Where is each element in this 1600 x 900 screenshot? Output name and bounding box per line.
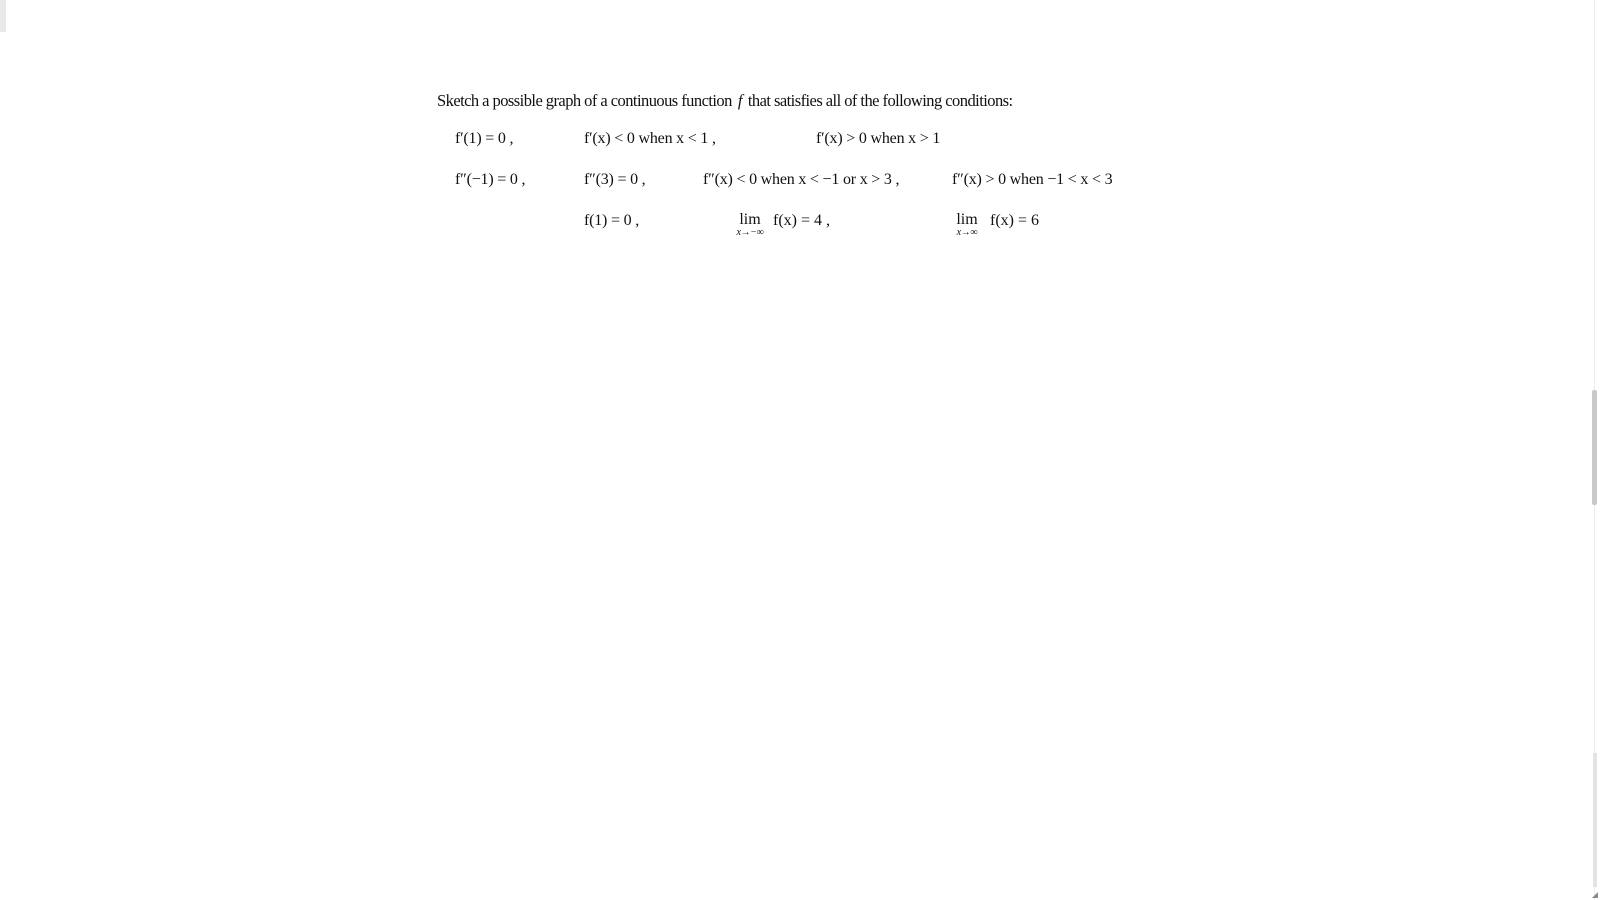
vertical-scrollbar[interactable] — [1590, 0, 1600, 900]
condition-first-derivative-at-1: f′(1) = 0 , — [455, 130, 514, 147]
condition-function-value-at-1: f(1) = 0 , — [584, 212, 640, 229]
problem-prompt — [437, 91, 1013, 111]
condition-second-derivative-at-minus-1: f″(−1) = 0 , — [455, 171, 526, 188]
condition-second-derivative-at-3: f″(3) = 0 , — [584, 171, 646, 188]
limit-subscript: x→∞ — [956, 227, 978, 238]
condition-first-derivative-positive: f′(x) > 0 when x > 1 — [816, 130, 941, 147]
resize-grip-icon[interactable] — [1592, 892, 1598, 898]
scrollbar-lower-track[interactable] — [1593, 753, 1597, 887]
limit-word: lim — [739, 211, 761, 228]
scrollbar-thumb[interactable] — [1592, 390, 1597, 505]
window-corner-tab — [0, 0, 6, 32]
limit-expression: f(x) = 4 , — [773, 212, 831, 229]
condition-second-derivative-positive: f″(x) > 0 when −1 < x < 3 — [952, 171, 1113, 188]
limit-word: lim — [956, 211, 978, 228]
prompt-function-symbol: f — [737, 91, 742, 110]
limit-negative-infinity — [730, 212, 830, 240]
condition-second-derivative-negative: f″(x) < 0 when x < −1 or x > 3 , — [703, 171, 900, 188]
prompt-text-before: Sketch a possible graph of a continuous function — [437, 91, 732, 110]
limit-positive-infinity — [947, 212, 1039, 240]
limit-expression: f(x) = 6 — [990, 212, 1040, 229]
condition-first-derivative-negative: f′(x) < 0 when x < 1 , — [584, 130, 716, 147]
limit-operator — [730, 212, 770, 238]
prompt-text-after: that satisfies all of the following conditions: — [747, 91, 1013, 110]
limit-subscript: x→−∞ — [736, 227, 764, 238]
limit-operator — [947, 212, 987, 238]
